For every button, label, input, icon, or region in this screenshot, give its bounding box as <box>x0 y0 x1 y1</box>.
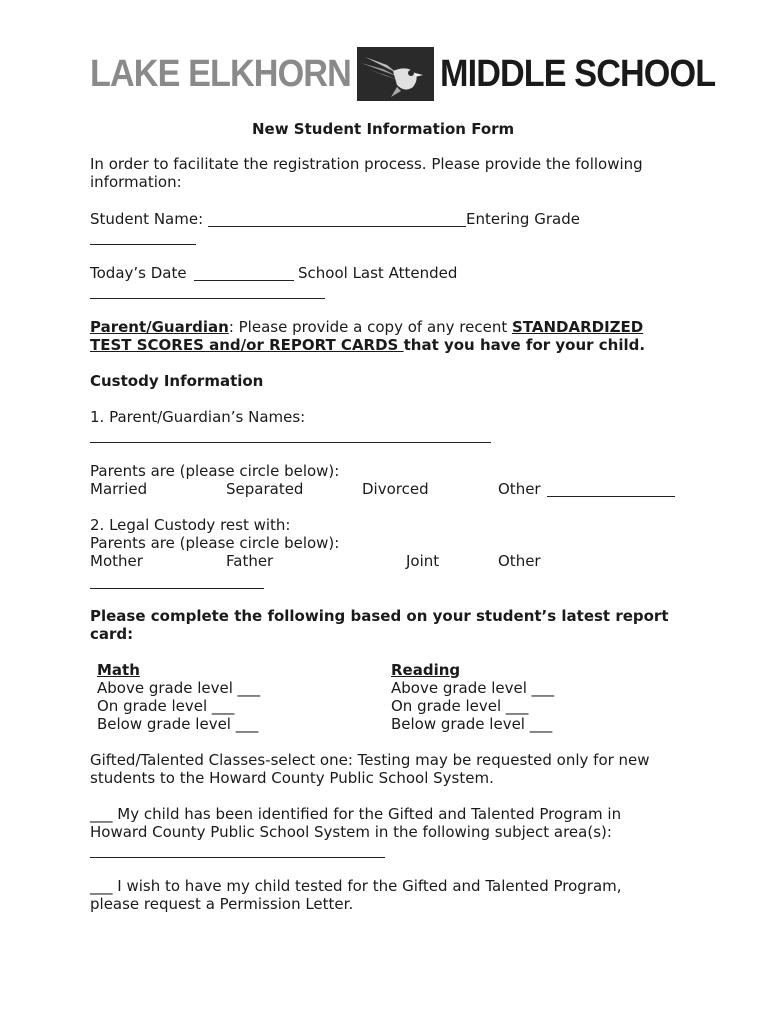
other-status-field[interactable] <box>547 496 675 497</box>
option-separated[interactable]: Separated <box>226 480 304 498</box>
subject-areas-field[interactable] <box>90 857 385 858</box>
custody-heading: Custody Information <box>90 372 264 390</box>
logo-right-text: MIDDLE SCHOOL <box>440 53 716 95</box>
intro-line-1: In order to facilitate the registration process. Please provide the following <box>90 155 643 173</box>
marital-circle-prompt: Parents are (please circle below): <box>90 462 340 480</box>
reading-above-grade[interactable]: Above grade level ___ <box>391 679 555 697</box>
option-joint[interactable]: Joint <box>406 552 440 570</box>
todays-date-field[interactable] <box>194 280 294 281</box>
gifted-testing-line-1[interactable]: ___ I wish to have my child tested for the Gifted and Talented Program, <box>90 877 622 895</box>
other-custody-field[interactable] <box>90 588 264 589</box>
intro-line-2: information: <box>90 173 182 191</box>
report-card-heading-2: card: <box>90 625 134 643</box>
reading-below-grade[interactable]: Below grade level ___ <box>391 715 553 733</box>
parent-note-line-1 <box>90 318 643 336</box>
test-scores-emphasis: TEST SCORES and/or REPORT CARDS <box>90 336 404 354</box>
math-on-grade[interactable]: On grade level ___ <box>97 697 235 715</box>
gifted-testing-line-2: please request a Permission Letter. <box>90 895 354 913</box>
parent-note-text: : Please provide a copy of any recent <box>228 318 512 336</box>
option-father[interactable]: Father <box>226 552 274 570</box>
gifted-identified-line-2: Howard County Public School System in the following subject area(s): <box>90 823 612 841</box>
math-below-grade[interactable]: Below grade level ___ <box>97 715 259 733</box>
entering-grade-label: Entering Grade <box>466 210 580 228</box>
math-title: Math <box>97 661 140 679</box>
report-card-heading-1: Please complete the following based on your student’s latest report <box>90 607 669 625</box>
standardized-emphasis: STANDARDIZED <box>512 318 644 336</box>
gifted-intro-2: students to the Howard County Public School System. <box>90 769 494 787</box>
student-name-field[interactable] <box>208 226 466 227</box>
option-other-status[interactable]: Other <box>498 480 541 498</box>
parent-guardian-label: Parent/Guardian <box>90 318 229 336</box>
math-above-grade[interactable]: Above grade level ___ <box>97 679 261 697</box>
todays-date-label: Today’s Date <box>90 264 187 282</box>
hawk-emblem-icon <box>357 47 434 101</box>
student-name-label: Student Name: <box>90 210 204 228</box>
parent-names-field[interactable] <box>90 442 491 443</box>
gifted-identified-line-1[interactable]: ___ My child has been identified for the Gifted and Talented Program in <box>90 805 622 823</box>
parent-note-line-2 <box>90 336 645 354</box>
form-title: New Student Information Form <box>252 120 515 138</box>
option-other-custody[interactable]: Other <box>498 552 541 570</box>
option-married[interactable]: Married <box>90 480 148 498</box>
entering-grade-field[interactable] <box>90 244 196 245</box>
reading-title: Reading <box>391 661 461 679</box>
parent-note-tail: that you have for your child. <box>403 336 646 354</box>
reading-on-grade[interactable]: On grade level ___ <box>391 697 529 715</box>
custody-circle-prompt: Parents are (please circle below): <box>90 534 340 552</box>
parent-names-label: 1. Parent/Guardian’s Names: <box>90 408 306 426</box>
logo-left-text: LAKE ELKHORN <box>90 53 351 95</box>
option-mother[interactable]: Mother <box>90 552 143 570</box>
school-last-attended-label: School Last Attended <box>298 264 458 282</box>
legal-custody-label: 2. Legal Custody rest with: <box>90 516 291 534</box>
option-divorced[interactable]: Divorced <box>362 480 429 498</box>
gifted-intro-1: Gifted/Talented Classes-select one: Testing may be requested only for new <box>90 751 650 769</box>
school-last-attended-field[interactable] <box>90 298 325 299</box>
